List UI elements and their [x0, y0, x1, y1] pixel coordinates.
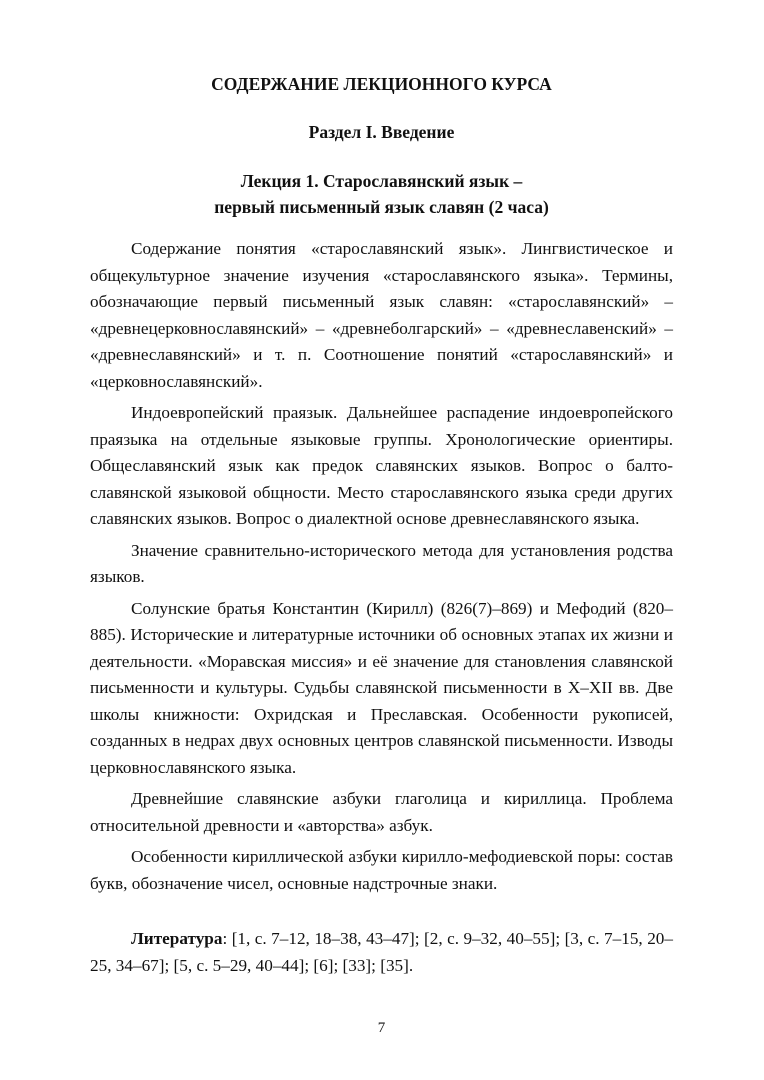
literature-list: : [1, с. 7–12, 18–38, 43–47]; [2, с. 9–32, 40–55]; [3, с. 7–15, 20–25, 34–67]; [5, с. 5–29, 40–44]; [6]; [33]; [35]. — [90, 929, 673, 975]
paragraph: Древнейшие славянские азбуки глаголица и кириллица. Проблема относительной древности и «авторства» азбук. — [90, 789, 673, 835]
document-page — [90, 0, 673, 1080]
page-number: 7 — [377, 1020, 386, 1036]
lecture-content — [90, 236, 673, 897]
literature-references — [90, 926, 673, 979]
paragraph: Содержание понятия «старославянский язык». Лингвистическое и общекультурное значение изучения «старославянского языка». Термины, обозначающие первый письменный язык славян: «старославянский» – «древнецерковнославянский» – «древнеболгарский» – «древнеславенский» – «древнеславянский» и т. п. Соотношение понятий «старославянский» и «церковнославянский». — [90, 239, 673, 391]
paragraph: Индоевропейский праязык. Дальнейшее распадение индоевропейского праязыка на отдельные языковые группы. Хронологические ориентиры. Общеславянский язык как предок славянских языков. Вопрос о балто-славянской языковой общности. Место старославянского языка среди других славянских языков. Вопрос о диалектной основе древнеславянского языка. — [90, 403, 673, 528]
paragraph: Особенности кириллической азбуки кирилло-мефодиевской поры: состав букв, обозначение чисел, основные надстрочные знаки. — [90, 847, 673, 893]
lecture-title-line-2: первый письменный язык славян (2 часа) — [214, 197, 549, 217]
lecture-title — [90, 168, 673, 220]
paragraph: Значение сравнительно-исторического метода для установления родства языков. — [90, 540, 673, 586]
literature-label: Литература — [131, 929, 223, 948]
paragraph: Солунские братья Константин (Кирилл) (826(7)–869) и Мефодий (820–885). Исторические и литературные источники об основных этапах их жизни и деятельности. «Моравская миссия» и её значение для становления славянской письменности и культуры. Судьбы славянской письменности в X–XII вв. Две школы книжности: Охридская и Преславская. Особенности рукописей, созданных в недрах двух основных центров славянской письменности. Изводы церковнославянского языка. — [90, 598, 673, 777]
main-title: СОДЕРЖАНИЕ ЛЕКЦИОННОГО КУРСА — [211, 74, 552, 94]
section-title: Раздел I. Введение — [308, 122, 455, 142]
lecture-title-line-1: Лекция 1. Старославянский язык – — [240, 171, 523, 191]
